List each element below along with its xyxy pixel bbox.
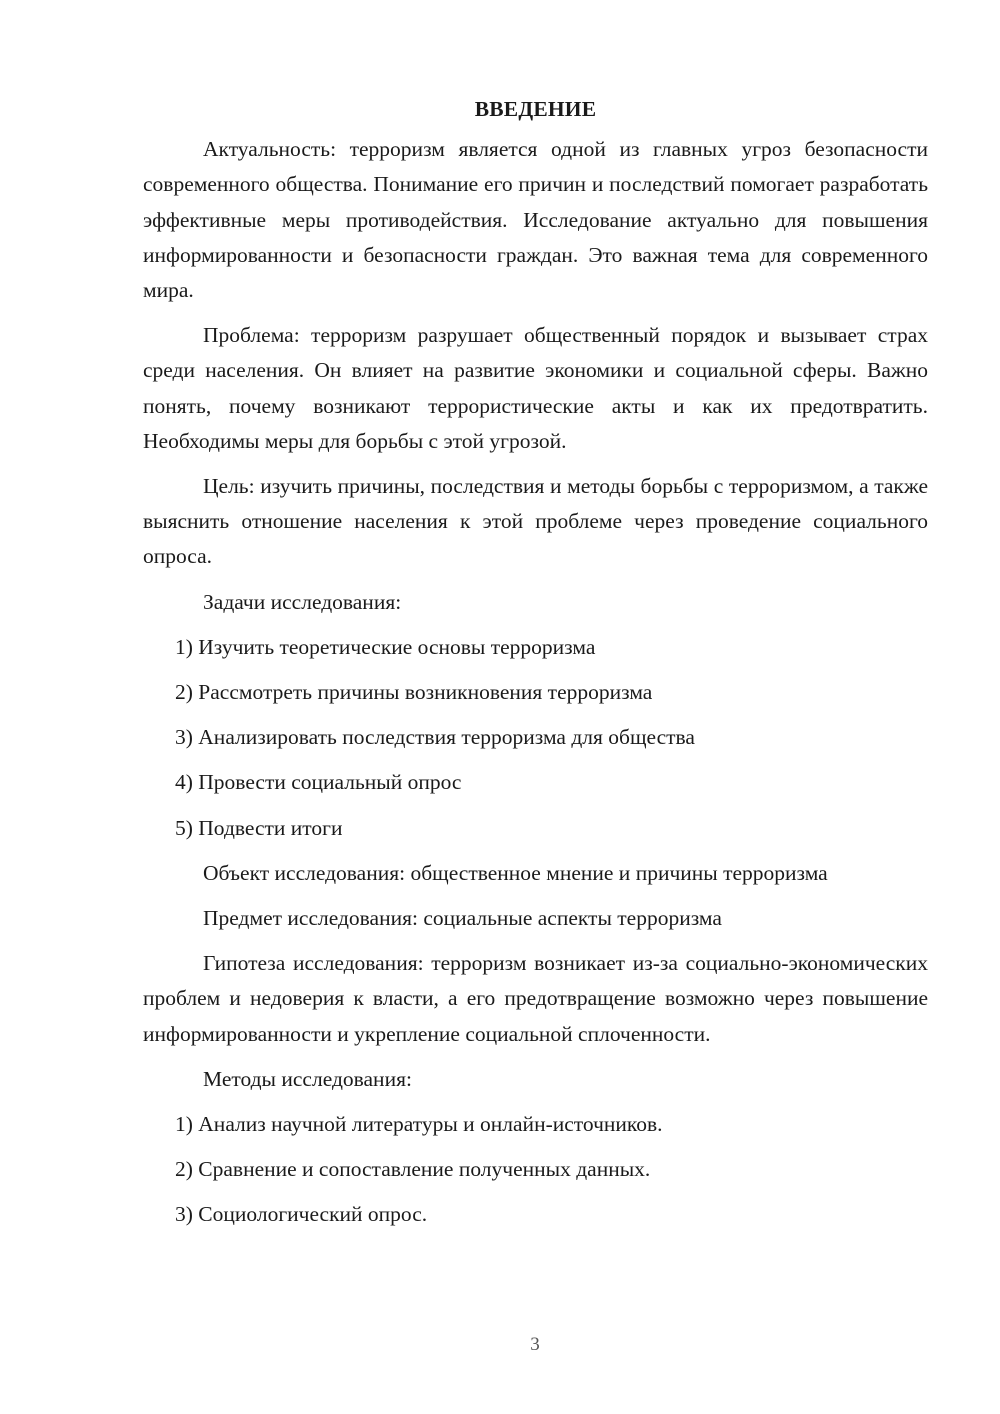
object-line: Объект исследования: общественное мнение и причины терроризма	[203, 860, 828, 885]
tasks-heading: Задачи исследования:	[203, 589, 402, 614]
document-title: ВВЕДЕНИЕ	[474, 97, 597, 121]
method-item: 2) Сравнение и сопоставление полученных данных.	[175, 1157, 651, 1182]
methods-list	[143, 1107, 928, 1233]
relevance-paragraph: Актуальность: терроризм является одной из главных угроз безопасности современного общества. Понимание его причин и последствий помогает разработать эффективные меры противодействия. Исследование актуально для повышения информированности и безопасности граждан. Это важная тема для современного мира.	[143, 137, 928, 303]
task-item: 5) Подвести итоги	[175, 815, 343, 840]
task-item: 2) Рассмотреть причины возникновения терроризма	[175, 680, 653, 705]
task-item: 1) Изучить теоретические основы терроризма	[175, 634, 596, 659]
tasks-list	[143, 630, 928, 846]
method-item: 3) Социологический опрос.	[175, 1202, 428, 1227]
task-item: 4) Провести социальный опрос	[175, 770, 462, 795]
methods-heading: Методы исследования:	[203, 1066, 412, 1091]
method-item: 1) Анализ научной литературы и онлайн-источников.	[175, 1112, 663, 1137]
document-page	[143, 92, 928, 1243]
goal-paragraph: Цель: изучить причины, последствия и методы борьбы с терроризмом, а также выяснить отношение населения к этой проблеме через проведение социального опроса.	[143, 474, 928, 569]
problem-paragraph: Проблема: терроризм разрушает общественный порядок и вызывает страх среди населения. Он влияет на развитие экономики и социальной сферы. Важно понять, почему возникают террористические акты и как их предотвратить. Необходимы меры для борьбы с этой угрозой.	[143, 323, 928, 453]
task-item: 3) Анализировать последствия терроризма для общества	[175, 725, 695, 750]
hypothesis-paragraph: Гипотеза исследования: терроризм возникает из-за социально-экономических проблем и недоверия к власти, а его предотвращение возможно через повышение информированности и укрепление социальной сплоченности.	[143, 951, 928, 1046]
page-number: 3	[530, 1334, 540, 1355]
subject-line: Предмет исследования: социальные аспекты терроризма	[203, 906, 722, 931]
